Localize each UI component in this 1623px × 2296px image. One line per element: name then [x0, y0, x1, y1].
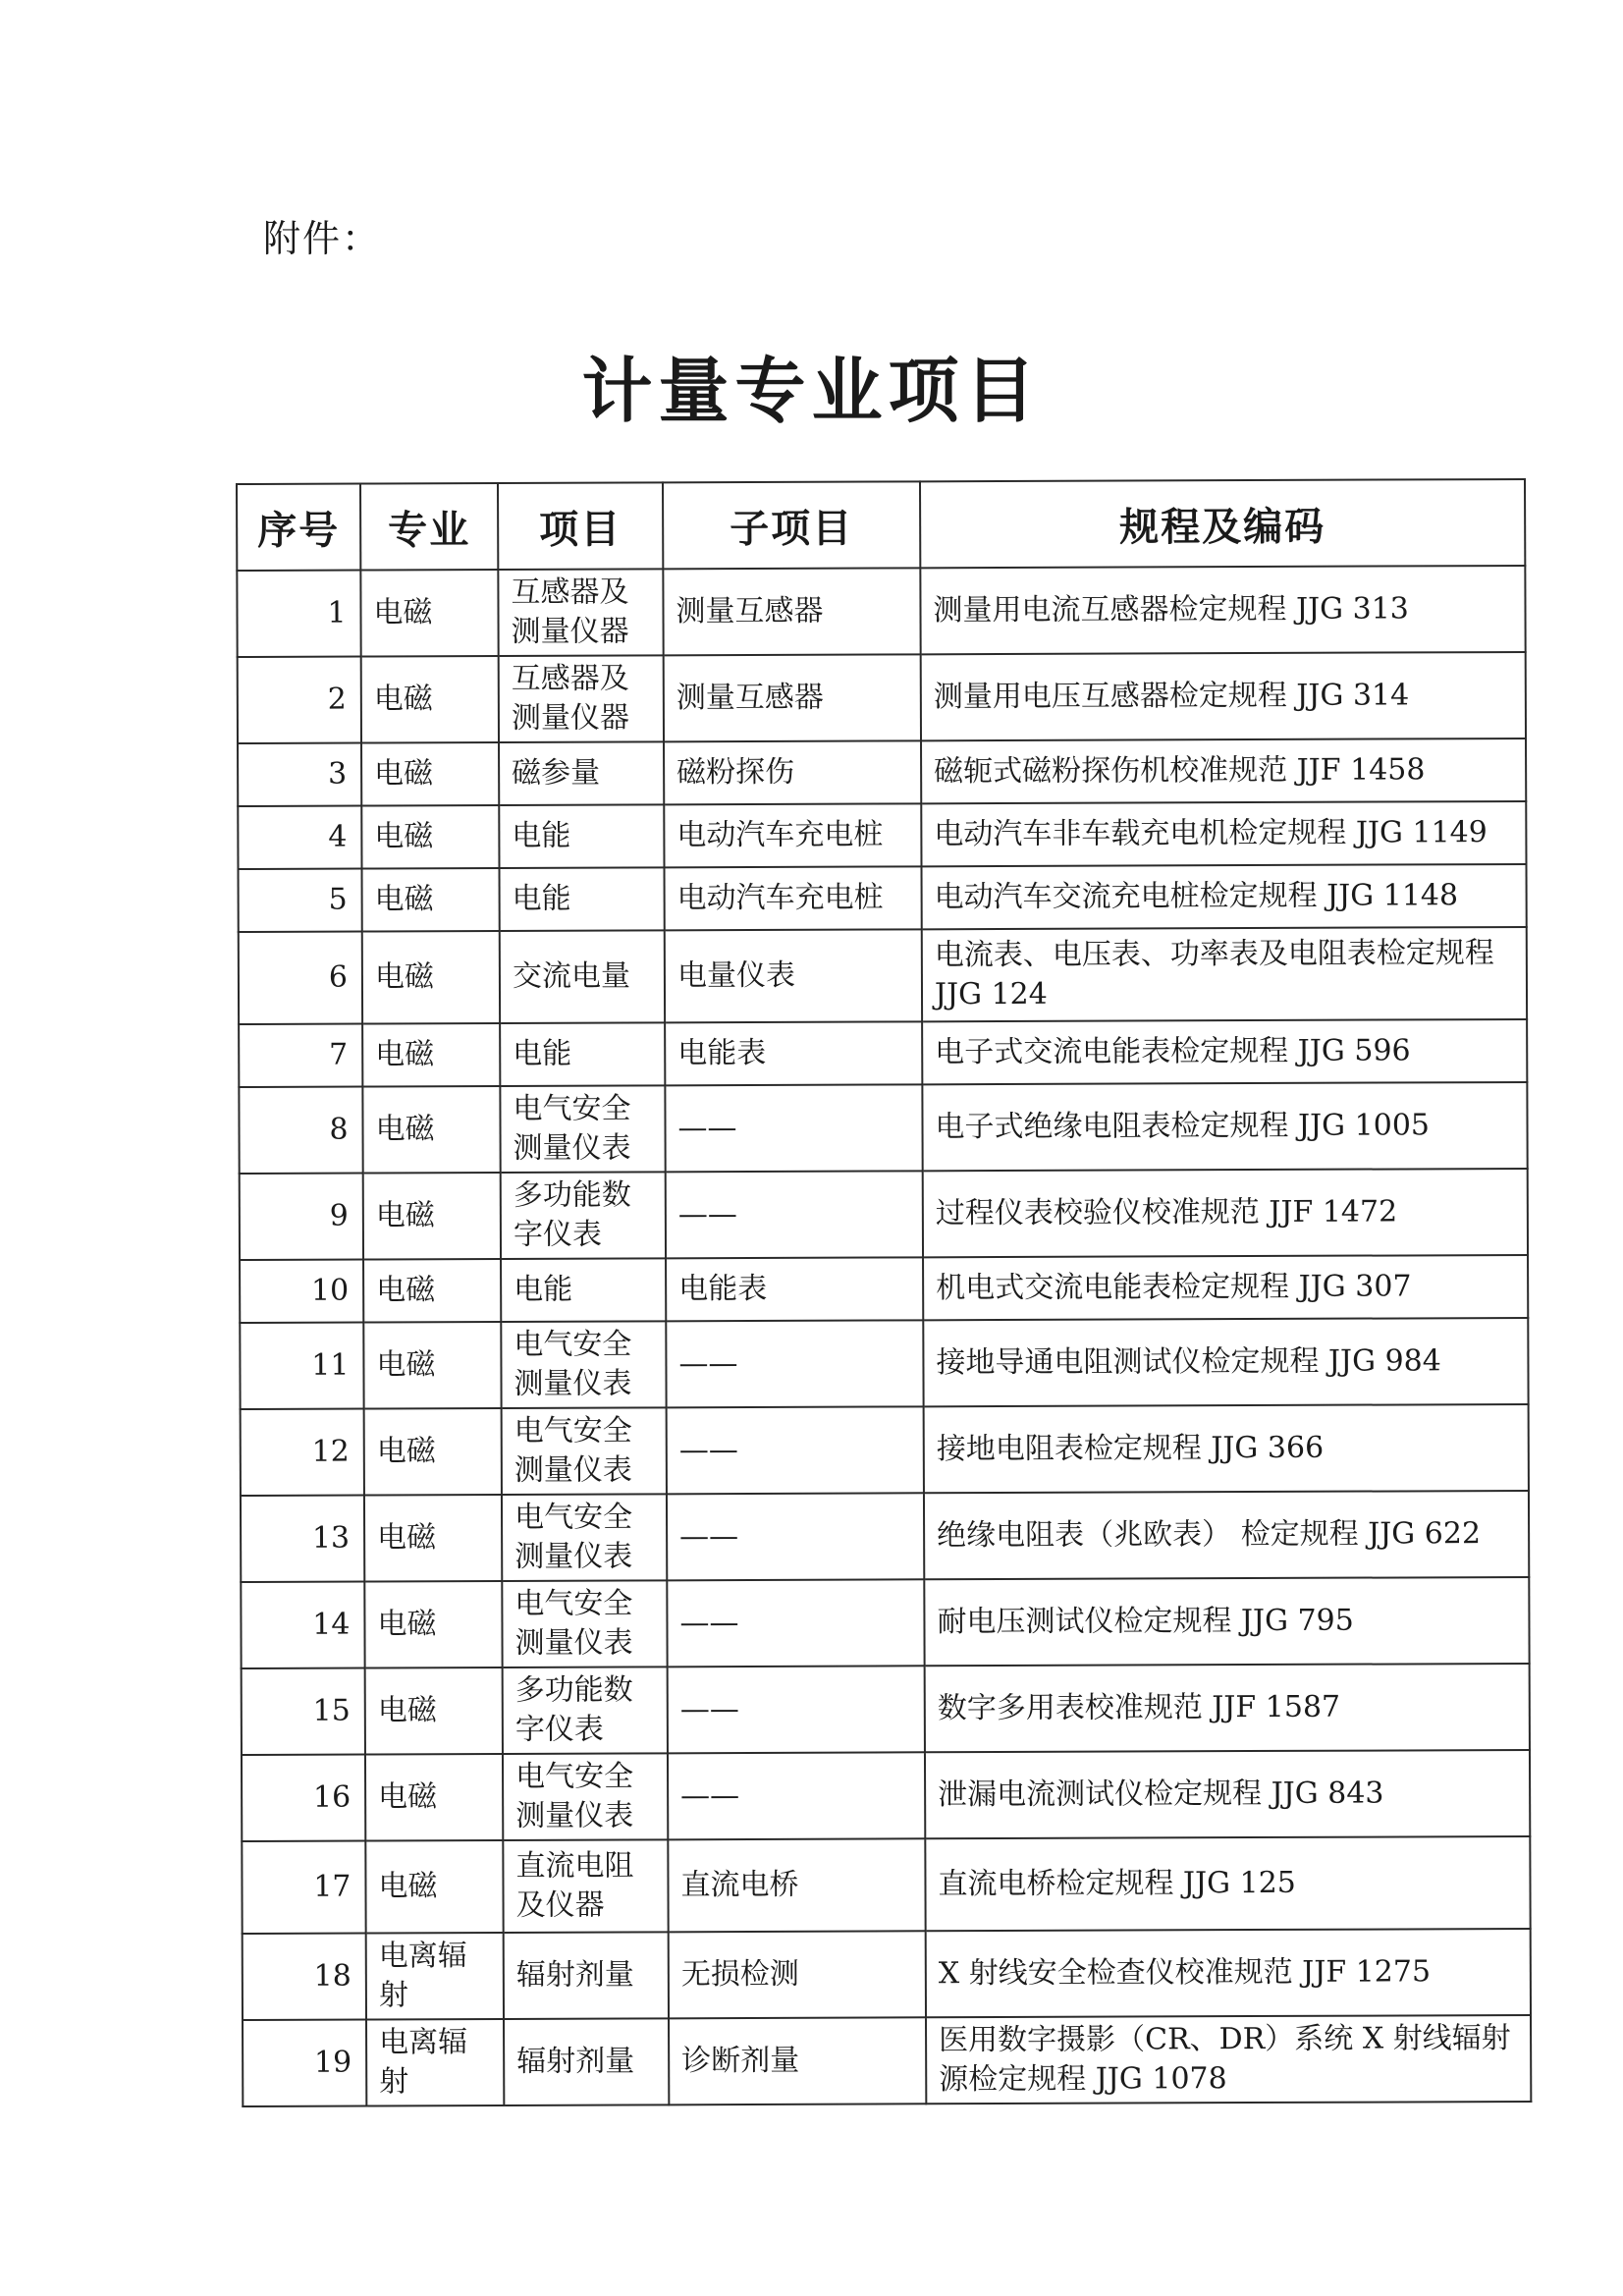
row-item: 磁参量	[499, 741, 664, 805]
row-regulation-code: X 射线安全检查仪校准规范 JJF 1275	[926, 1929, 1531, 2017]
row-serial-number: 14	[241, 1582, 364, 1668]
row-sub-item: 测量互感器	[664, 654, 921, 741]
table-row	[243, 1929, 1531, 2020]
row-specialty: 电磁	[361, 805, 499, 869]
row-regulation-code: 绝缘电阻表（兆欧表） 检定规程 JJG 622	[924, 1491, 1529, 1579]
row-specialty: 电磁	[362, 1086, 500, 1174]
row-item: 电能	[499, 804, 664, 868]
table-row	[242, 1664, 1530, 1755]
table-row	[243, 2015, 1531, 2106]
row-sub-item: ——	[668, 1752, 925, 1839]
row-regulation-code: 电动汽车交流充电桩检定规程 JJG 1148	[922, 864, 1527, 929]
row-serial-number: 19	[243, 2020, 366, 2106]
row-sub-item: 直流电桥	[668, 1838, 925, 1932]
row-specialty: 电磁	[363, 1173, 501, 1260]
row-sub-item: 电动汽车充电桩	[665, 866, 922, 930]
row-item: 电能	[500, 867, 665, 931]
row-sub-item: 电能表	[665, 1021, 922, 1085]
row-serial-number: 4	[238, 806, 361, 869]
row-item: 直流电阻及仪器	[503, 1839, 668, 1933]
row-serial-number: 13	[241, 1496, 364, 1582]
row-item: 电气安全测量仪表	[501, 1321, 666, 1408]
row-specialty: 电磁	[361, 742, 499, 806]
row-serial-number: 12	[241, 1409, 364, 1496]
header-sub-item: 子项目	[663, 481, 920, 569]
row-regulation-code: 电子式交流电能表检定规程 JJG 596	[922, 1019, 1527, 1084]
project-table-container	[236, 478, 1530, 2107]
row-regulation-code: 接地导通电阻测试仪检定规程 JJG 984	[923, 1318, 1528, 1406]
row-serial-number: 8	[239, 1087, 362, 1174]
row-serial-number: 16	[242, 1755, 365, 1841]
row-specialty: 电磁	[364, 1408, 502, 1496]
row-regulation-code: 电动汽车非车载充电机检定规程 JJG 1149	[921, 801, 1526, 866]
row-regulation-code: 直流电桥检定规程 JJG 125	[925, 1836, 1530, 1931]
row-item: 电气安全测量仪表	[502, 1407, 667, 1495]
table-row	[238, 801, 1526, 869]
row-sub-item: ——	[667, 1579, 924, 1667]
row-serial-number: 15	[242, 1668, 365, 1755]
row-specialty: 电磁	[361, 656, 499, 743]
row-item: 互感器及测量仪器	[498, 569, 663, 656]
row-regulation-code: 泄漏电流测试仪检定规程 JJG 843	[925, 1750, 1530, 1838]
row-item: 辐射剂量	[504, 2018, 669, 2105]
row-regulation-code: 电流表、电压表、功率表及电阻表检定规程 JJG 124	[922, 927, 1527, 1021]
row-sub-item: ——	[667, 1493, 924, 1580]
row-serial-number: 3	[238, 743, 361, 806]
row-serial-number: 11	[240, 1323, 363, 1409]
row-specialty: 电磁	[362, 1023, 500, 1087]
header-regulation-code: 规程及编码	[920, 479, 1525, 568]
table-row	[242, 1836, 1530, 1934]
row-sub-item: ——	[666, 1320, 923, 1407]
row-sub-item: 电动汽车充电桩	[664, 803, 921, 867]
row-regulation-code: 耐电压测试仪检定规程 JJG 795	[924, 1577, 1529, 1666]
table-row	[239, 1019, 1527, 1087]
row-sub-item: 磁粉探伤	[664, 740, 921, 804]
row-regulation-code: 测量用电流互感器检定规程 JJG 313	[920, 566, 1525, 654]
row-specialty: 电磁	[363, 1322, 501, 1409]
table-row	[239, 1082, 1527, 1174]
row-sub-item: 电能表	[666, 1257, 923, 1321]
project-table	[236, 478, 1532, 2107]
row-specialty: 电磁	[362, 931, 500, 1024]
table-row	[241, 1491, 1529, 1582]
row-regulation-code: 接地电阻表检定规程 JJG 366	[924, 1404, 1529, 1493]
table-row	[238, 738, 1526, 806]
table-header-row	[237, 479, 1525, 571]
table-row	[239, 864, 1527, 932]
row-specialty: 电磁	[365, 1754, 503, 1841]
row-item: 电气安全测量仪表	[502, 1580, 667, 1667]
row-serial-number: 9	[240, 1174, 363, 1260]
row-sub-item: ——	[667, 1406, 924, 1494]
header-serial-number: 序号	[237, 484, 360, 571]
row-regulation-code: 测量用电压互感器检定规程 JJG 314	[921, 652, 1526, 740]
row-sub-item: 电量仪表	[665, 929, 922, 1022]
row-sub-item: ——	[665, 1084, 922, 1172]
row-regulation-code: 数字多用表校准规范 JJF 1587	[925, 1664, 1530, 1752]
attachment-label: 附件：	[263, 217, 382, 260]
table-row	[241, 1404, 1529, 1496]
row-regulation-code: 医用数字摄影（CR、DR）系统 X 射线辐射源检定规程 JJG 1078	[926, 2015, 1531, 2104]
table-row	[240, 1169, 1528, 1260]
row-item: 电气安全测量仪表	[503, 1753, 668, 1840]
row-serial-number: 1	[237, 571, 360, 657]
document-title: 计量专业项目	[581, 350, 1042, 432]
row-specialty: 电磁	[362, 868, 500, 932]
row-specialty: 电离辐射	[366, 2019, 504, 2106]
row-item: 电气安全测量仪表	[502, 1494, 667, 1581]
table-row	[240, 1255, 1528, 1323]
row-sub-item: ——	[666, 1171, 923, 1258]
table-row	[237, 566, 1525, 657]
row-item: 多功能数字仪表	[503, 1667, 668, 1754]
row-serial-number: 6	[239, 932, 362, 1024]
row-specialty: 电磁	[364, 1581, 502, 1668]
row-regulation-code: 机电式交流电能表检定规程 JJG 307	[923, 1255, 1528, 1320]
row-serial-number: 2	[238, 657, 361, 743]
row-item: 互感器及测量仪器	[499, 655, 664, 742]
row-item: 电能	[500, 1022, 665, 1086]
row-item: 辐射剂量	[504, 1932, 669, 2019]
table-body	[237, 566, 1531, 2106]
table-row	[240, 1318, 1528, 1409]
table-row	[242, 1750, 1530, 1841]
row-serial-number: 10	[240, 1260, 363, 1323]
row-serial-number: 18	[243, 1934, 366, 2020]
row-specialty: 电磁	[363, 1259, 501, 1323]
table-row	[239, 927, 1527, 1024]
header-specialty: 专业	[360, 483, 498, 571]
row-regulation-code: 过程仪表校验仪校准规范 JJF 1472	[923, 1169, 1528, 1257]
row-specialty: 电磁	[364, 1495, 502, 1582]
row-specialty: 电离辐射	[366, 1933, 504, 2020]
row-specialty: 电磁	[365, 1667, 503, 1755]
row-sub-item: 测量互感器	[663, 568, 920, 655]
header-item: 项目	[498, 482, 663, 570]
row-serial-number: 17	[242, 1841, 365, 1934]
row-specialty: 电磁	[365, 1840, 503, 1934]
row-serial-number: 7	[239, 1024, 362, 1087]
row-item: 电气安全测量仪表	[500, 1085, 665, 1173]
table-row	[241, 1577, 1529, 1668]
table-row	[238, 652, 1526, 743]
row-item: 多功能数字仪表	[501, 1172, 666, 1259]
row-item: 电能	[501, 1258, 666, 1322]
row-specialty: 电磁	[360, 570, 498, 657]
row-regulation-code: 电子式绝缘电阻表检定规程 JJG 1005	[922, 1082, 1527, 1171]
row-sub-item: ——	[668, 1666, 925, 1753]
row-serial-number: 5	[239, 869, 362, 932]
row-sub-item: 诊断剂量	[669, 2017, 926, 2105]
row-item: 交流电量	[500, 930, 665, 1023]
row-regulation-code: 磁轭式磁粉探伤机校准规范 JJF 1458	[921, 738, 1526, 803]
row-sub-item: 无损检测	[669, 1931, 926, 2018]
